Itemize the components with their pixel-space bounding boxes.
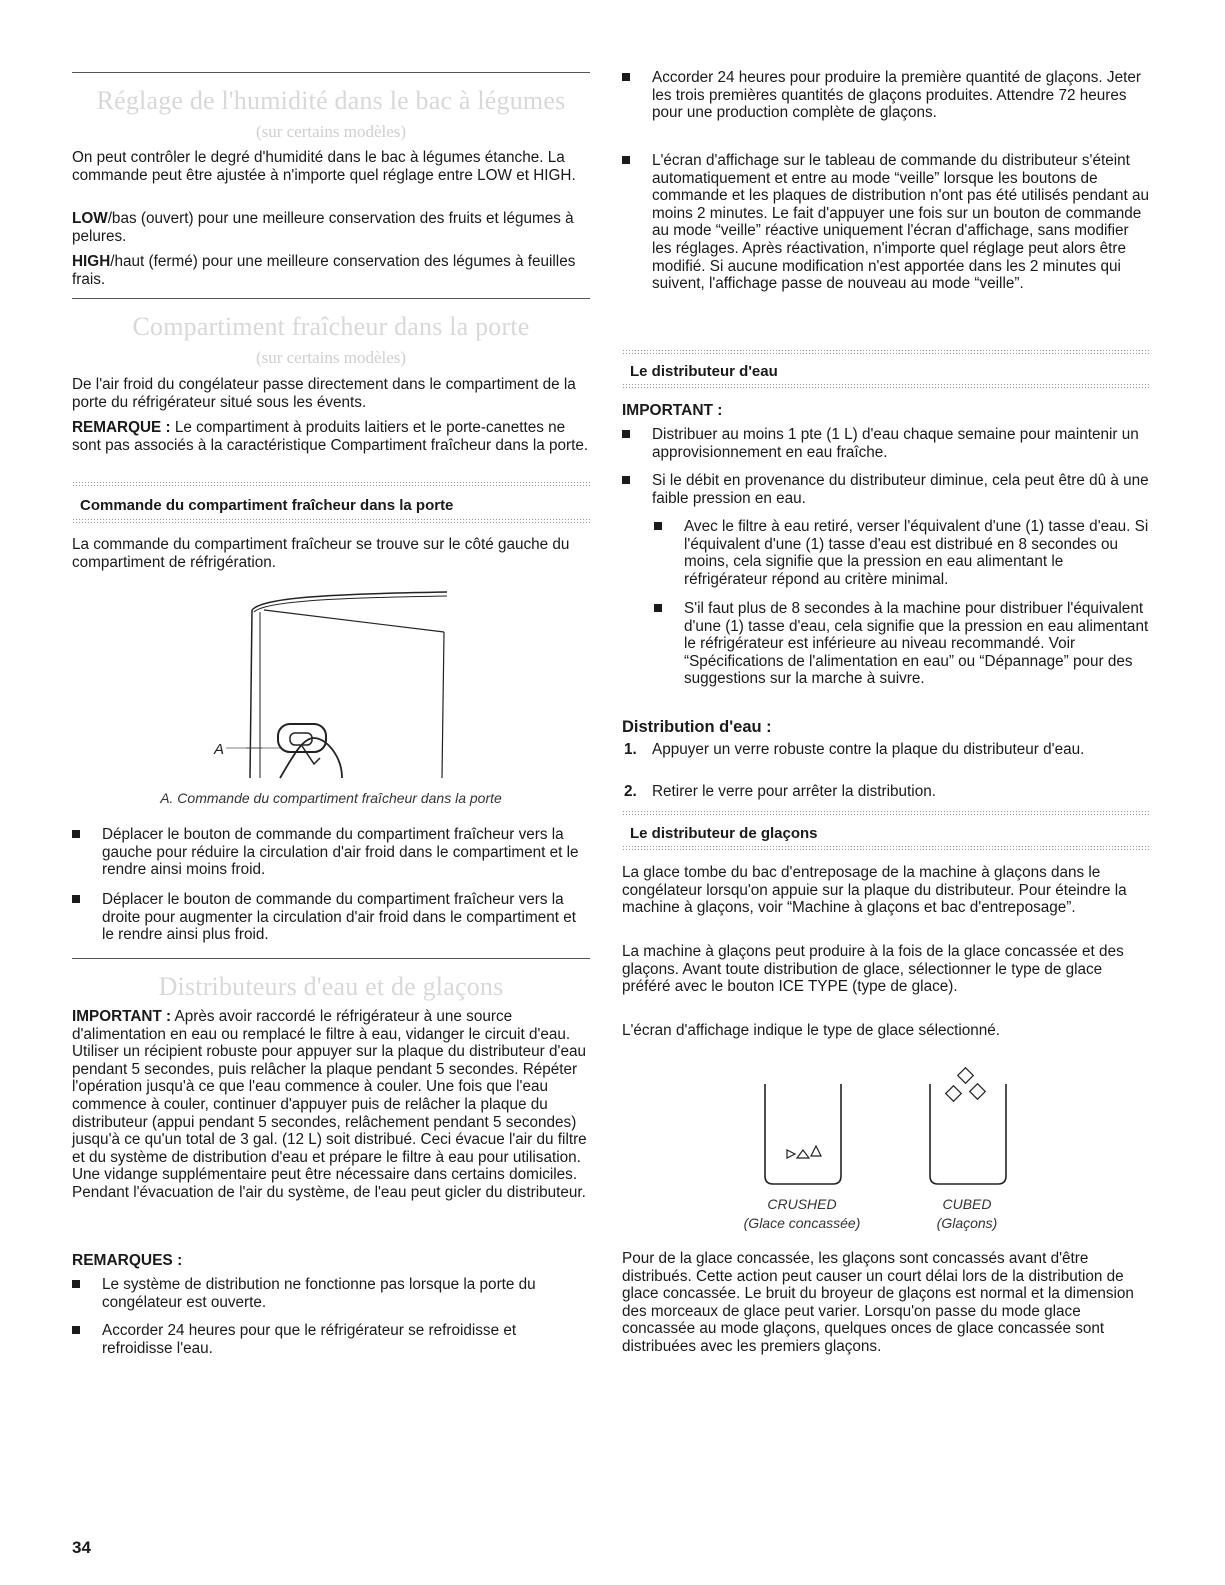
door-control-location: La commande du compartiment fraîcheur se trouve sur le côté gauche du compartiment de réfrigération. [72,536,570,571]
section-title-dispensers: Distributeurs d'eau et de glaçons [158,972,504,1001]
subhead-door-control: Commande du compartiment fraîcheur dans la porte [80,497,454,514]
dotted-rule [622,845,1150,852]
dotted-rule [622,810,1150,817]
important-heading: IMPORTANT : [622,402,723,419]
high-setting: HIGH/haut (fermé) pour une meilleure conservation des légumes à feuilles frais. [72,253,576,288]
figure-label-a: A [214,741,225,758]
divider [72,298,590,299]
page-number: 34 [72,1538,91,1557]
section-title-humidity: Réglage de l'humidité dans le bac à légumes [96,86,566,115]
list-item: L'écran d'affichage sur le tableau de commande du distributeur s'éteint automatiquement et entre au mode “veille” lorsque les boutons de commande et les plaques de distribution n'ont pas été utilisés pendant au moins 2 minutes. Le fait d'appuyer une fois sur un bouton de commande au mode “veille” réactive uniquement l'écran d'affichage, sans modifier les réglages. Après réactivation, n'importe quel réglage peut alors être modifié. Si aucune modification n'est apportée dans les 2 minutes qui suivent, l'affichage passe de nouveau au mode “veille”. [622,152,1150,293]
ice-types: La machine à glaçons peut produire à la fois de la glace concassée et des glaçons. Avant toute distribution de glace, sélectionner le type de glace préféré avec le bouton ICE TYPE (type de glace). [622,943,1124,996]
crushed-label: CRUSHED [767,1196,837,1212]
list-item: Déplacer le bouton de commande du compartiment fraîcheur vers la droite pour augmenter la circulation d'air froid dans le compartiment et le rendre ainsi plus froid. [72,891,590,944]
dotted-rule [622,383,1150,390]
subhead-water-dispenser: Le distributeur d'eau [630,363,778,380]
door-compartment-remark: REMARQUE : Le compartiment à produits laitiers et le porte-canettes ne sont pas associés à la caractéristique Compartiment fraîcheur dans la porte. [72,419,589,454]
list-item: Déplacer le bouton de commande du compartiment fraîcheur vers la gauche pour réduire la circulation d'air froid dans le compartiment et le rendre ainsi moins froid. [72,826,590,879]
list-item: S'il faut plus de 8 secondes à la machine pour distribuer l'équivalent d'une (1) tasse d'eau, cela signifie que la pression en eau alimentant le réfrigérateur est inférieure au niveau recommandé. Voir “Spécifications de l'alimentation en eau” ou “Dépannage” pour des suggestions sur la marche à suivre. [622,600,1150,688]
cubed-french-label: (Glaçons) [936,1215,998,1231]
step-item: 2. Retirer le verre pour arrêter la distribution. [624,783,936,800]
list-item: Le système de distribution ne fonctionne pas lorsque la porte du congélateur est ouverte. [72,1276,590,1311]
dotted-rule [622,349,1150,356]
ice-display: L'écran d'affichage indique le type de glace sélectionné. [622,1022,1001,1039]
dotted-rule [72,481,590,488]
door-control-illustration [202,588,522,788]
section-subtitle: (sur certains modèles) [255,122,407,141]
cubed-ice-icon [922,1064,1042,1194]
water-dispensing-heading: Distribution d'eau : [622,718,772,736]
remarks-heading: REMARQUES : [72,1252,183,1269]
list-item: Si le débit en provenance du distributeur diminue, cela peut être dû à une faible pression en eau. [622,472,1150,507]
list-item: Avec le filtre à eau retiré, verser l'équivalent d'une (1) tasse d'eau. Si l'équivalent d'une (1) tasse d'eau est distribué en 8 secondes ou moins, cela signifie que la pression en eau alimentant le réfrigérateur répond au critère minimal. [622,518,1150,588]
list-item: Distribuer au moins 1 pte (1 L) d'eau chaque semaine pour maintenir un approvisionnement en eau fraîche. [622,426,1150,461]
section-subtitle: (sur certains modèles) [255,348,407,367]
crushed-french-label: (Glace concassée) [743,1215,861,1231]
subhead-ice-dispenser: Le distributeur de glaçons [630,825,818,842]
crushed-ice-note: Pour de la glace concassée, les glaçons sont concassés avant d'être distribués. Cette action peut causer un court délai lors de la distribution de glace concassée. Le bruit du broyeur de glaçons est normal et la dimension des morceaux de glace peut varier. Lorsqu'on passe du mode glace concassée au mode glaçons, quelques onces de glace concassée sont distribuées avec les premiers glaçons. [622,1250,1134,1355]
section-title-door-compartment: Compartiment fraîcheur dans la porte [132,312,530,341]
figure-caption: A. Commande du compartiment fraîcheur dans la porte [160,790,502,806]
humidity-intro: On peut contrôler le degré d'humidité dans le bac à légumes étanche. La commande peut être ajustée à n'importe quel réglage entre LOW et HIGH. [72,149,576,184]
divider [72,958,590,959]
dotted-rule [72,518,590,525]
step-item: 1. Appuyer un verre robuste contre la plaque du distributeur d'eau. [624,741,1085,758]
dispenser-important: IMPORTANT : Après avoir raccordé le réfrigérateur à une source d'alimentation en eau ou remplacé le filtre à eau, vidanger le circuit d'eau. Utiliser un récipient robuste pour appuyer sur la plaque du distributeur d'eau pendant 5 secondes, puis relâcher la plaque pendant 5 secondes. Répéter l'opération jusqu'à ce que l'eau commence à couler. Une fois que l'eau commence à couler, continuer d'appuyer puis de relâcher la plaque du distributeur (appui pendant 5 secondes, relâchement pendant 5 secondes) jusqu'à ce qu'un total de 3 gal. (12 L) soit distribué. Ceci évacue l'air du filtre et du système de distribution d'eau et prépare le filtre à eau pour utilisation. Une vidange supplémentaire peut être nécessaire dans certains domiciles. Pendant l'évacuation de l'air du système, de l'eau peut gicler du distributeur. [72,1008,587,1201]
crushed-ice-icon [757,1064,877,1194]
list-item: Accorder 24 heures pour que le réfrigérateur se refroidisse et refroidisse l'eau. [72,1322,590,1357]
low-setting: LOW/bas (ouvert) pour une meilleure conservation des fruits et légumes à pelures. [72,210,574,245]
door-compartment-intro: De l'air froid du congélateur passe directement dans le compartiment de la porte du réfrigérateur situé sous les évents. [72,376,576,411]
list-item: Accorder 24 heures pour produire la première quantité de glaçons. Jeter les trois premières quantités de glaçons produites. Attendre 72 heures pour une production complète de glaçons. [622,69,1150,122]
ice-intro: La glace tombe du bac d'entreposage de la machine à glaçons dans le congélateur lorsqu'on appuie sur la plaque du distributeur. Pour éteindre la machine à glaçons, voir “Machine à glaçons et bac d'entreposage”. [622,864,1127,917]
divider [72,72,590,73]
cubed-label: CUBED [942,1196,992,1212]
